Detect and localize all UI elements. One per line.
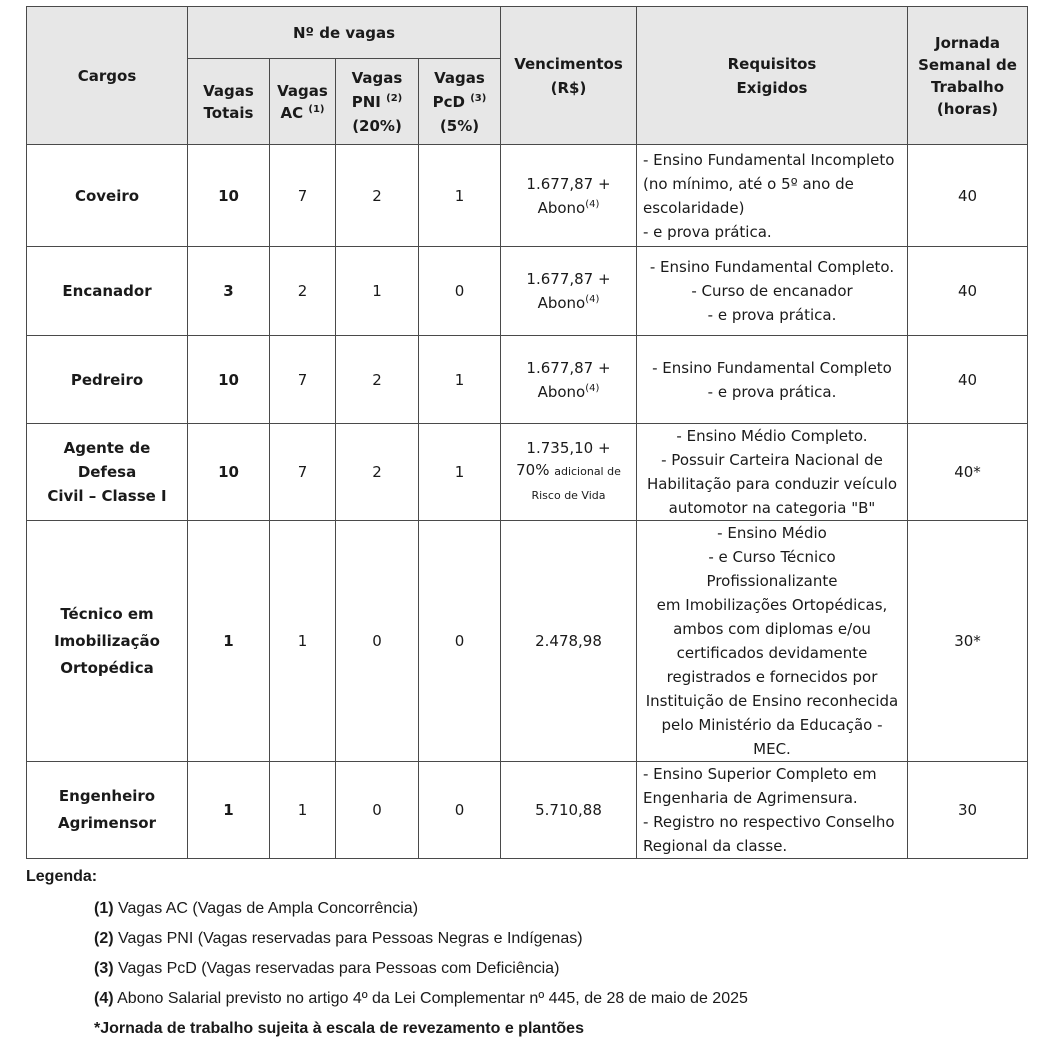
requisitos-cell: - Ensino Médio Completo. - Possuir Carteira Nacional de Habilitação para conduzir veículo automotor na categoria "B" <box>637 424 908 521</box>
legend-item: (2) Vagas PNI (Vagas reservadas para Pessoas Negras e Indígenas) <box>94 930 583 947</box>
vencimentos-cell: 1.677,87 + Abono$^{(4)}$ <box>501 336 637 424</box>
vagas-totais-cell: 3 <box>188 247 270 336</box>
cargo-cell: Pedreiro <box>27 336 188 424</box>
cargo-cell: Coveiro <box>27 145 188 247</box>
jornada-cell: 40 <box>908 145 1028 247</box>
cargo-cell: Agente de Defesa Civil – Classe I <box>27 424 188 521</box>
table-row <box>27 336 1028 424</box>
table-header <box>27 7 1028 145</box>
legend-note: *Jornada de trabalho sujeita à escala de revezamento e plantões <box>94 1020 584 1037</box>
jornada-cell: 40 <box>908 247 1028 336</box>
table-row <box>27 521 1028 762</box>
header-jornada: Jornada Semanal de Trabalho (horas) <box>908 7 1028 145</box>
vagas-pni-cell: 2 <box>336 336 419 424</box>
vencimentos-cell: 1.677,87 + Abono$^{(4)}$ <box>501 145 637 247</box>
legend <box>26 862 1026 1044</box>
vagas-pcd-cell: 0 <box>419 247 501 336</box>
legend-item: (3) Vagas PcD (Vagas reservadas para Pessoas com Deficiência) <box>94 960 560 977</box>
header-num-vagas: Nº de vagas <box>188 7 501 59</box>
vagas-ac-cell: 7 <box>270 424 336 521</box>
table-row <box>27 247 1028 336</box>
header-vagas-totais: Vagas Totais <box>188 59 270 145</box>
vagas-totais-cell: 10 <box>188 424 270 521</box>
vencimentos-cell: 2.478,98 <box>501 521 637 762</box>
vagas-pni-cell: 1 <box>336 247 419 336</box>
vagas-ac-cell: 7 <box>270 336 336 424</box>
vagas-totais-cell: 1 <box>188 762 270 859</box>
header-vagas-pcd: Vagas PcD $^{(3)}$ (5%) <box>419 59 501 145</box>
legend-item: (1) Vagas AC (Vagas de Ampla Concorrência) <box>94 900 419 917</box>
vagas-table <box>26 6 1028 859</box>
vagas-totais-cell: 10 <box>188 145 270 247</box>
vencimentos-cell: 5.710,88 <box>501 762 637 859</box>
cargo-cell: Encanador <box>27 247 188 336</box>
vagas-pcd-cell: 0 <box>419 762 501 859</box>
legend-item: (4) Abono Salarial previsto no artigo 4º da Lei Complementar nº 445, de 28 de maio de 2025 <box>94 990 748 1007</box>
requisitos-cell: - Ensino Superior Completo em Engenharia de Agrimensura. - Registro no respectivo Conselho Regional da classe. <box>637 762 908 859</box>
jornada-cell: 40 <box>908 336 1028 424</box>
legend-title: Legenda: <box>26 868 98 885</box>
vagas-totais-cell: 10 <box>188 336 270 424</box>
requisitos-cell: - Ensino Fundamental Completo. - Curso de encanador - e prova prática. <box>637 247 908 336</box>
vagas-pni-cell: 0 <box>336 762 419 859</box>
vagas-pcd-cell: 1 <box>419 336 501 424</box>
vagas-ac-cell: 1 <box>270 762 336 859</box>
cargo-cell: Engenheiro Agrimensor <box>27 762 188 859</box>
requisitos-cell: - Ensino Fundamental Completo - e prova prática. <box>637 336 908 424</box>
requisitos-cell: - Ensino Médio - e Curso Técnico Profissionalizante em Imobilizações Ortopédicas, ambos com diplomas e/ou certificados devidamente registrados e fornecidos por Instituição de Ensino reconhecida pelo Ministério da Educação - MEC. <box>637 521 908 762</box>
header-vencimentos: Vencimentos (R$) <box>501 7 637 145</box>
header-requisitos: Requisitos Exigidos <box>637 7 908 145</box>
vagas-pni-cell: 0 <box>336 521 419 762</box>
cargo-cell: Técnico em Imobilização Ortopédica <box>27 521 188 762</box>
header-vagas-pni: Vagas PNI $^{(2)}$ (20%) <box>336 59 419 145</box>
jornada-cell: 30* <box>908 521 1028 762</box>
header-vagas-ac: Vagas AC $^{(1)}$ <box>270 59 336 145</box>
vagas-ac-cell: 1 <box>270 521 336 762</box>
vagas-pcd-cell: 0 <box>419 521 501 762</box>
vagas-ac-cell: 2 <box>270 247 336 336</box>
vagas-pcd-cell: 1 <box>419 424 501 521</box>
table-row <box>27 762 1028 859</box>
vencimentos-cell: 1.735,10 + 70% adicional de Risco de Vida <box>501 424 637 521</box>
vagas-pcd-cell: 1 <box>419 145 501 247</box>
header-cargos: Cargos <box>27 7 188 145</box>
vagas-pni-cell: 2 <box>336 145 419 247</box>
table-row <box>27 145 1028 247</box>
requisitos-cell: - Ensino Fundamental Incompleto (no mínimo, até o 5º ano de escolaridade) - e prova prática. <box>637 145 908 247</box>
jornada-cell: 30 <box>908 762 1028 859</box>
vagas-totais-cell: 1 <box>188 521 270 762</box>
vencimentos-cell: 1.677,87 + Abono$^{(4)}$ <box>501 247 637 336</box>
vagas-pni-cell: 2 <box>336 424 419 521</box>
vagas-ac-cell: 7 <box>270 145 336 247</box>
table-row <box>27 424 1028 521</box>
jornada-cell: 40* <box>908 424 1028 521</box>
